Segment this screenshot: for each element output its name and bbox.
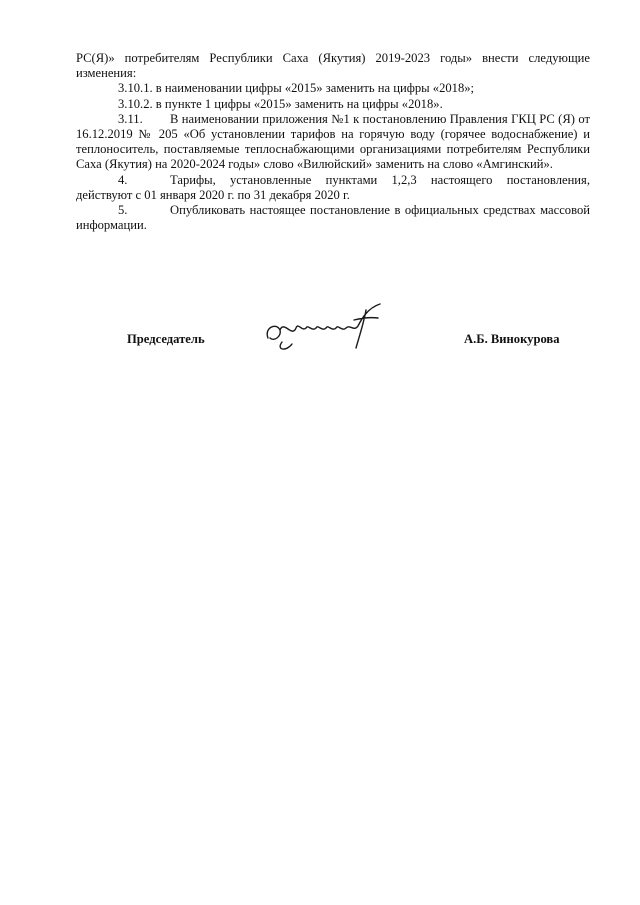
item-3-11-number: 3.11.: [118, 111, 143, 126]
signatory-name: А.Б. Винокурова: [464, 332, 560, 346]
item-3-11: [76, 112, 590, 173]
item-4-number: 4.: [118, 172, 128, 187]
item-5-number: 5.: [118, 203, 128, 218]
signature-block: [0, 298, 640, 368]
handwritten-signature: [262, 298, 392, 358]
intro-paragraph: РС(Я)» потребителям Республики Саха (Якутия) 2019-2023 годы» внести следующие изменения:: [76, 51, 590, 81]
signatory-title: Председатель: [127, 332, 205, 346]
item-3-10-1: 3.10.1. в наименовании цифры «2015» заменить на цифры «2018»;: [118, 81, 475, 96]
item-3-10-2: 3.10.2. в пункте 1 цифры «2015» заменить на цифры «2018».: [118, 96, 443, 111]
item-5: [76, 203, 590, 233]
item-5-text: Опубликовать настоящее постановление в официальных средствах массовой информации.: [76, 203, 590, 233]
item-3-11-text: В наименовании приложения №1 к постановлению Правления ГКЦ РС (Я) от 16.12.2019 № 205 «Об установлении тарифов на горячую воду (горячее водоснабжение) и теплоноситель, поставляемые теплоснабжающими организациями потребителям Республики Саха (Якутия) на 2020-2024 годы» слово «Вилюйский» заменить на слово «Амгинский».: [76, 111, 590, 172]
item-4: [76, 173, 590, 203]
document-body: [76, 51, 590, 233]
item-4-text: Тарифы, установленные пунктами 1,2,3 настоящего постановления, действуют с 01 января 2020 г. по 31 декабря 2020 г.: [76, 172, 590, 202]
